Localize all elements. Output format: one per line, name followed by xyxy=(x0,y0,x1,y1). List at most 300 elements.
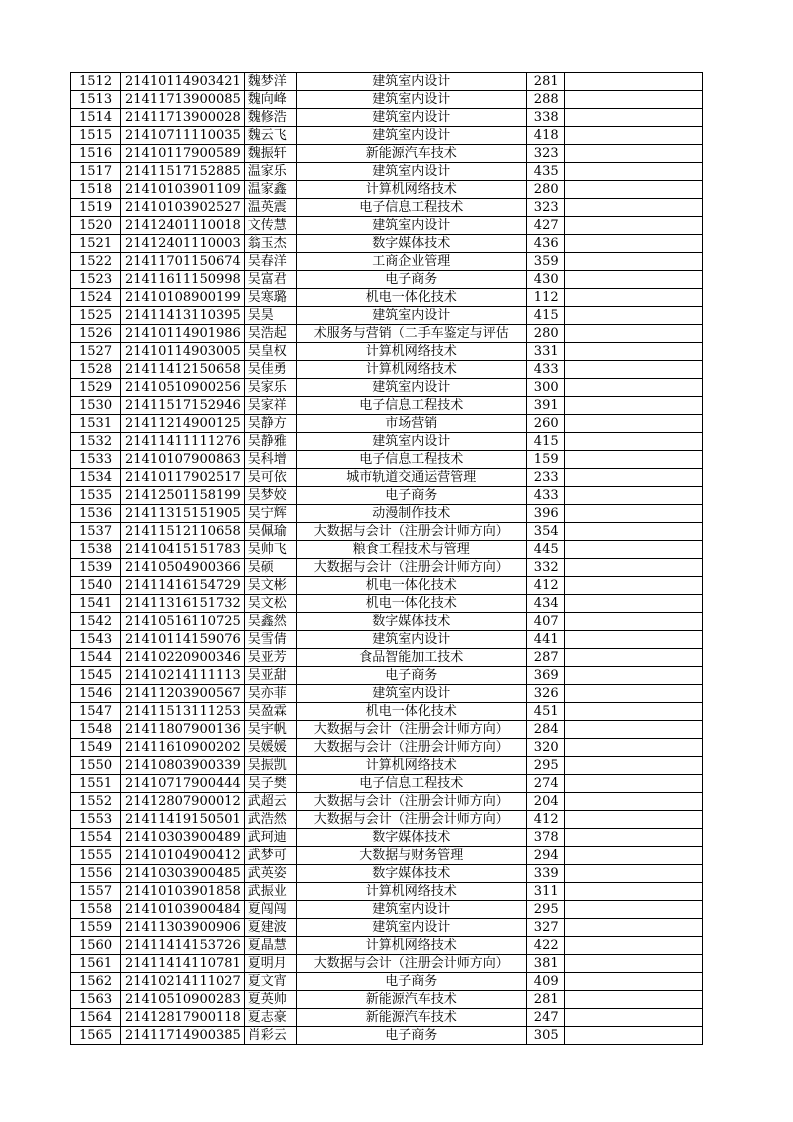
student-name-cell: 吴佳勇 xyxy=(244,361,296,379)
row-number-cell: 1526 xyxy=(71,325,121,343)
exam-id-cell: 21411512110658 xyxy=(121,523,245,541)
remarks-cell xyxy=(564,505,702,523)
exam-id-cell: 21410516110725 xyxy=(121,613,245,631)
major-cell: 计算机网络技术 xyxy=(296,757,526,775)
student-name-cell: 吴盈霖 xyxy=(244,703,296,721)
score-cell: 326 xyxy=(526,685,564,703)
exam-id-cell: 21411414110781 xyxy=(121,955,245,973)
score-cell: 415 xyxy=(526,307,564,325)
table-row xyxy=(71,595,703,613)
major-cell: 数字媒体技术 xyxy=(296,829,526,847)
remarks-cell xyxy=(564,397,702,415)
table-row xyxy=(71,199,703,217)
table-row xyxy=(71,721,703,739)
row-number-cell: 1524 xyxy=(71,289,121,307)
remarks-cell xyxy=(564,109,702,127)
student-name-cell: 魏修浩 xyxy=(244,109,296,127)
row-number-cell: 1550 xyxy=(71,757,121,775)
exam-id-cell: 21410114159076 xyxy=(121,631,245,649)
table-row xyxy=(71,343,703,361)
table-row xyxy=(71,469,703,487)
score-cell: 434 xyxy=(526,595,564,613)
student-name-cell: 吴皇权 xyxy=(244,343,296,361)
exam-id-cell: 21411701150674 xyxy=(121,253,245,271)
major-cell: 计算机网络技术 xyxy=(296,343,526,361)
student-name-cell: 吴寒璐 xyxy=(244,289,296,307)
score-cell: 433 xyxy=(526,361,564,379)
remarks-cell xyxy=(564,991,702,1009)
major-cell: 计算机网络技术 xyxy=(296,937,526,955)
student-name-cell: 夏文宵 xyxy=(244,973,296,991)
major-cell: 数字媒体技术 xyxy=(296,865,526,883)
table-row xyxy=(71,883,703,901)
table-row xyxy=(71,865,703,883)
student-name-cell: 魏向峰 xyxy=(244,91,296,109)
student-name-cell: 吴文松 xyxy=(244,595,296,613)
remarks-cell xyxy=(564,415,702,433)
row-number-cell: 1551 xyxy=(71,775,121,793)
remarks-cell xyxy=(564,271,702,289)
exam-id-cell: 21411411111276 xyxy=(121,433,245,451)
table-row xyxy=(71,1027,703,1045)
row-number-cell: 1544 xyxy=(71,649,121,667)
remarks-cell xyxy=(564,199,702,217)
table-row xyxy=(71,811,703,829)
exam-id-cell: 21410103902527 xyxy=(121,199,245,217)
row-number-cell: 1548 xyxy=(71,721,121,739)
row-number-cell: 1556 xyxy=(71,865,121,883)
remarks-cell xyxy=(564,235,702,253)
table-row xyxy=(71,613,703,631)
score-cell: 445 xyxy=(526,541,564,559)
major-cell: 电子信息工程技术 xyxy=(296,199,526,217)
row-number-cell: 1560 xyxy=(71,937,121,955)
table-row xyxy=(71,1009,703,1027)
major-cell: 建筑室内设计 xyxy=(296,433,526,451)
table-row xyxy=(71,307,703,325)
score-cell: 396 xyxy=(526,505,564,523)
major-cell: 大数据与会计（注册会计师方向） xyxy=(296,721,526,739)
student-name-cell: 吴振凯 xyxy=(244,757,296,775)
table-row xyxy=(71,703,703,721)
row-number-cell: 1540 xyxy=(71,577,121,595)
student-name-cell: 吴家乐 xyxy=(244,379,296,397)
exam-id-cell: 21410117900589 xyxy=(121,145,245,163)
exam-id-cell: 21411315151905 xyxy=(121,505,245,523)
major-cell: 术服务与营销（二手车鉴定与评估 xyxy=(296,325,526,343)
table-row xyxy=(71,991,703,1009)
student-name-cell: 吴文彬 xyxy=(244,577,296,595)
row-number-cell: 1519 xyxy=(71,199,121,217)
score-cell: 159 xyxy=(526,451,564,469)
exam-id-cell: 21410303900485 xyxy=(121,865,245,883)
student-name-cell: 肖彩云 xyxy=(244,1027,296,1045)
table-row xyxy=(71,73,703,91)
score-cell: 451 xyxy=(526,703,564,721)
row-number-cell: 1527 xyxy=(71,343,121,361)
major-cell: 建筑室内设计 xyxy=(296,379,526,397)
remarks-cell xyxy=(564,793,702,811)
student-name-cell: 武浩然 xyxy=(244,811,296,829)
remarks-cell xyxy=(564,595,702,613)
table-row xyxy=(71,505,703,523)
row-number-cell: 1537 xyxy=(71,523,121,541)
score-cell: 418 xyxy=(526,127,564,145)
score-cell: 412 xyxy=(526,811,564,829)
major-cell: 计算机网络技术 xyxy=(296,883,526,901)
table-row xyxy=(71,271,703,289)
row-number-cell: 1564 xyxy=(71,1009,121,1027)
row-number-cell: 1559 xyxy=(71,919,121,937)
remarks-cell xyxy=(564,289,702,307)
major-cell: 建筑室内设计 xyxy=(296,73,526,91)
remarks-cell xyxy=(564,541,702,559)
remarks-cell xyxy=(564,325,702,343)
major-cell: 城市轨道交通运营管理 xyxy=(296,469,526,487)
remarks-cell xyxy=(564,721,702,739)
remarks-cell xyxy=(564,91,702,109)
remarks-cell xyxy=(564,613,702,631)
table-row xyxy=(71,757,703,775)
major-cell: 机电一体化技术 xyxy=(296,703,526,721)
score-cell: 305 xyxy=(526,1027,564,1045)
exam-id-cell: 21411414153726 xyxy=(121,937,245,955)
student-name-cell: 夏晶慧 xyxy=(244,937,296,955)
remarks-cell xyxy=(564,253,702,271)
row-number-cell: 1553 xyxy=(71,811,121,829)
student-name-cell: 夏英帅 xyxy=(244,991,296,1009)
exam-id-cell: 21410114903421 xyxy=(121,73,245,91)
remarks-cell xyxy=(564,973,702,991)
score-cell: 288 xyxy=(526,91,564,109)
table-row xyxy=(71,361,703,379)
student-name-cell: 魏梦洋 xyxy=(244,73,296,91)
student-name-cell: 武超云 xyxy=(244,793,296,811)
table-row xyxy=(71,685,703,703)
row-number-cell: 1565 xyxy=(71,1027,121,1045)
row-number-cell: 1512 xyxy=(71,73,121,91)
score-cell: 415 xyxy=(526,433,564,451)
row-number-cell: 1545 xyxy=(71,667,121,685)
exam-id-cell: 21411714900385 xyxy=(121,1027,245,1045)
major-cell: 新能源汽车技术 xyxy=(296,1009,526,1027)
table-row xyxy=(71,433,703,451)
table-row xyxy=(71,415,703,433)
score-cell: 323 xyxy=(526,199,564,217)
row-number-cell: 1533 xyxy=(71,451,121,469)
remarks-cell xyxy=(564,829,702,847)
major-cell: 大数据与会计（注册会计师方向） xyxy=(296,739,526,757)
major-cell: 建筑室内设计 xyxy=(296,631,526,649)
student-name-cell: 武振业 xyxy=(244,883,296,901)
score-cell: 280 xyxy=(526,181,564,199)
row-number-cell: 1534 xyxy=(71,469,121,487)
row-number-cell: 1517 xyxy=(71,163,121,181)
row-number-cell: 1541 xyxy=(71,595,121,613)
score-cell: 338 xyxy=(526,109,564,127)
remarks-cell xyxy=(564,631,702,649)
row-number-cell: 1547 xyxy=(71,703,121,721)
remarks-cell xyxy=(564,757,702,775)
table-row xyxy=(71,559,703,577)
row-number-cell: 1531 xyxy=(71,415,121,433)
student-name-cell: 吴科增 xyxy=(244,451,296,469)
major-cell: 建筑室内设计 xyxy=(296,685,526,703)
score-cell: 281 xyxy=(526,991,564,1009)
major-cell: 电子信息工程技术 xyxy=(296,451,526,469)
exam-id-cell: 21411413110395 xyxy=(121,307,245,325)
major-cell: 大数据与会计（注册会计师方向） xyxy=(296,523,526,541)
exam-id-cell: 21410114901986 xyxy=(121,325,245,343)
student-name-cell: 吴帅飞 xyxy=(244,541,296,559)
exam-id-cell: 21411203900567 xyxy=(121,685,245,703)
exam-id-cell: 21410803900339 xyxy=(121,757,245,775)
remarks-cell xyxy=(564,487,702,505)
major-cell: 数字媒体技术 xyxy=(296,235,526,253)
exam-id-cell: 21411611150998 xyxy=(121,271,245,289)
exam-id-cell: 21410510900283 xyxy=(121,991,245,1009)
major-cell: 电子商务 xyxy=(296,667,526,685)
table-row xyxy=(71,775,703,793)
table-row xyxy=(71,523,703,541)
remarks-cell xyxy=(564,955,702,973)
student-name-cell: 吴雪倩 xyxy=(244,631,296,649)
score-cell: 260 xyxy=(526,415,564,433)
table-row xyxy=(71,109,703,127)
score-cell: 354 xyxy=(526,523,564,541)
exam-id-cell: 21412401110018 xyxy=(121,217,245,235)
row-number-cell: 1530 xyxy=(71,397,121,415)
student-name-cell: 文传慧 xyxy=(244,217,296,235)
row-number-cell: 1562 xyxy=(71,973,121,991)
exam-id-cell: 21412401110003 xyxy=(121,235,245,253)
remarks-cell xyxy=(564,559,702,577)
exam-id-cell: 21410214111027 xyxy=(121,973,245,991)
major-cell: 电子商务 xyxy=(296,487,526,505)
score-cell: 320 xyxy=(526,739,564,757)
major-cell: 建筑室内设计 xyxy=(296,163,526,181)
score-cell: 359 xyxy=(526,253,564,271)
table-row xyxy=(71,793,703,811)
remarks-cell xyxy=(564,649,702,667)
table-row xyxy=(71,289,703,307)
remarks-cell xyxy=(564,685,702,703)
table-row xyxy=(71,397,703,415)
exam-id-cell: 21411419150501 xyxy=(121,811,245,829)
exam-id-cell: 21411713900085 xyxy=(121,91,245,109)
exam-id-cell: 21410103901858 xyxy=(121,883,245,901)
table-row xyxy=(71,541,703,559)
exam-id-cell: 21410108900199 xyxy=(121,289,245,307)
student-name-cell: 夏闯闯 xyxy=(244,901,296,919)
major-cell: 电子商务 xyxy=(296,1027,526,1045)
student-name-cell: 夏志豪 xyxy=(244,1009,296,1027)
major-cell: 新能源汽车技术 xyxy=(296,991,526,1009)
major-cell: 建筑室内设计 xyxy=(296,217,526,235)
student-name-cell: 吴亚芳 xyxy=(244,649,296,667)
exam-id-cell: 21410114903005 xyxy=(121,343,245,361)
row-number-cell: 1535 xyxy=(71,487,121,505)
row-number-cell: 1513 xyxy=(71,91,121,109)
exam-id-cell: 21410717900444 xyxy=(121,775,245,793)
student-name-cell: 吴春洋 xyxy=(244,253,296,271)
remarks-cell xyxy=(564,667,702,685)
remarks-cell xyxy=(564,775,702,793)
student-name-cell: 吴浩起 xyxy=(244,325,296,343)
major-cell: 食品智能加工技术 xyxy=(296,649,526,667)
remarks-cell xyxy=(564,145,702,163)
row-number-cell: 1563 xyxy=(71,991,121,1009)
remarks-cell xyxy=(564,523,702,541)
row-number-cell: 1521 xyxy=(71,235,121,253)
score-table xyxy=(70,72,703,1045)
remarks-cell xyxy=(564,181,702,199)
score-cell: 422 xyxy=(526,937,564,955)
major-cell: 电子商务 xyxy=(296,973,526,991)
student-name-cell: 温家鑫 xyxy=(244,181,296,199)
table-row xyxy=(71,649,703,667)
remarks-cell xyxy=(564,847,702,865)
row-number-cell: 1549 xyxy=(71,739,121,757)
exam-id-cell: 21411713900028 xyxy=(121,109,245,127)
row-number-cell: 1552 xyxy=(71,793,121,811)
score-cell: 378 xyxy=(526,829,564,847)
major-cell: 建筑室内设计 xyxy=(296,901,526,919)
score-cell: 412 xyxy=(526,577,564,595)
table-row xyxy=(71,577,703,595)
score-cell: 300 xyxy=(526,379,564,397)
major-cell: 计算机网络技术 xyxy=(296,361,526,379)
row-number-cell: 1532 xyxy=(71,433,121,451)
remarks-cell xyxy=(564,577,702,595)
student-name-cell: 吴亦菲 xyxy=(244,685,296,703)
row-number-cell: 1522 xyxy=(71,253,121,271)
major-cell: 动漫制作技术 xyxy=(296,505,526,523)
major-cell: 建筑室内设计 xyxy=(296,109,526,127)
major-cell: 机电一体化技术 xyxy=(296,577,526,595)
table-row xyxy=(71,379,703,397)
table-row xyxy=(71,955,703,973)
exam-id-cell: 21411214900125 xyxy=(121,415,245,433)
exam-id-cell: 21410303900489 xyxy=(121,829,245,847)
student-name-cell: 吴鑫然 xyxy=(244,613,296,631)
row-number-cell: 1538 xyxy=(71,541,121,559)
score-cell: 204 xyxy=(526,793,564,811)
score-cell: 427 xyxy=(526,217,564,235)
exam-id-cell: 21411416154729 xyxy=(121,577,245,595)
table-row xyxy=(71,145,703,163)
score-cell: 233 xyxy=(526,469,564,487)
table-row xyxy=(71,829,703,847)
table-row xyxy=(71,901,703,919)
row-number-cell: 1525 xyxy=(71,307,121,325)
score-cell: 369 xyxy=(526,667,564,685)
remarks-cell xyxy=(564,73,702,91)
score-cell: 281 xyxy=(526,73,564,91)
remarks-cell xyxy=(564,433,702,451)
score-cell: 327 xyxy=(526,919,564,937)
table-row xyxy=(71,739,703,757)
remarks-cell xyxy=(564,1027,702,1045)
student-name-cell: 翁玉杰 xyxy=(244,235,296,253)
table-row xyxy=(71,487,703,505)
exam-id-cell: 21410510900256 xyxy=(121,379,245,397)
table-body xyxy=(71,73,703,1045)
score-cell: 435 xyxy=(526,163,564,181)
score-cell: 284 xyxy=(526,721,564,739)
exam-id-cell: 21410415151783 xyxy=(121,541,245,559)
major-cell: 新能源汽车技术 xyxy=(296,145,526,163)
major-cell: 建筑室内设计 xyxy=(296,127,526,145)
score-cell: 436 xyxy=(526,235,564,253)
exam-id-cell: 21411412150658 xyxy=(121,361,245,379)
exam-id-cell: 21412807900012 xyxy=(121,793,245,811)
score-cell: 381 xyxy=(526,955,564,973)
exam-id-cell: 21410214111113 xyxy=(121,667,245,685)
exam-id-cell: 21410117902517 xyxy=(121,469,245,487)
exam-id-cell: 21411517152946 xyxy=(121,397,245,415)
score-cell: 112 xyxy=(526,289,564,307)
major-cell: 粮食工程技术与管理 xyxy=(296,541,526,559)
exam-id-cell: 21411517152885 xyxy=(121,163,245,181)
table-row xyxy=(71,163,703,181)
row-number-cell: 1546 xyxy=(71,685,121,703)
remarks-cell xyxy=(564,937,702,955)
row-number-cell: 1539 xyxy=(71,559,121,577)
student-name-cell: 吴静雅 xyxy=(244,433,296,451)
row-number-cell: 1516 xyxy=(71,145,121,163)
score-cell: 247 xyxy=(526,1009,564,1027)
student-name-cell: 吴佩瑜 xyxy=(244,523,296,541)
table-row xyxy=(71,127,703,145)
exam-id-cell: 21410103900484 xyxy=(121,901,245,919)
table-row xyxy=(71,181,703,199)
student-name-cell: 武梦可 xyxy=(244,847,296,865)
table-row xyxy=(71,919,703,937)
student-name-cell: 吴富君 xyxy=(244,271,296,289)
remarks-cell xyxy=(564,217,702,235)
exam-id-cell: 21410220900346 xyxy=(121,649,245,667)
remarks-cell xyxy=(564,379,702,397)
remarks-cell xyxy=(564,163,702,181)
exam-id-cell: 21410104900412 xyxy=(121,847,245,865)
major-cell: 大数据与会计（注册会计师方向） xyxy=(296,793,526,811)
row-number-cell: 1557 xyxy=(71,883,121,901)
student-name-cell: 武英姿 xyxy=(244,865,296,883)
row-number-cell: 1515 xyxy=(71,127,121,145)
table-row xyxy=(71,631,703,649)
remarks-cell xyxy=(564,739,702,757)
row-number-cell: 1529 xyxy=(71,379,121,397)
student-name-cell: 吴昊 xyxy=(244,307,296,325)
major-cell: 大数据与会计（注册会计师方向） xyxy=(296,955,526,973)
major-cell: 电子信息工程技术 xyxy=(296,775,526,793)
table-row xyxy=(71,325,703,343)
score-cell: 407 xyxy=(526,613,564,631)
score-cell: 331 xyxy=(526,343,564,361)
exam-id-cell: 21410504900366 xyxy=(121,559,245,577)
table-row xyxy=(71,235,703,253)
remarks-cell xyxy=(564,865,702,883)
row-number-cell: 1523 xyxy=(71,271,121,289)
remarks-cell xyxy=(564,1009,702,1027)
remarks-cell xyxy=(564,127,702,145)
score-cell: 430 xyxy=(526,271,564,289)
score-cell: 433 xyxy=(526,487,564,505)
student-name-cell: 吴可依 xyxy=(244,469,296,487)
student-name-cell: 吴家祥 xyxy=(244,397,296,415)
exam-id-cell: 21411807900136 xyxy=(121,721,245,739)
